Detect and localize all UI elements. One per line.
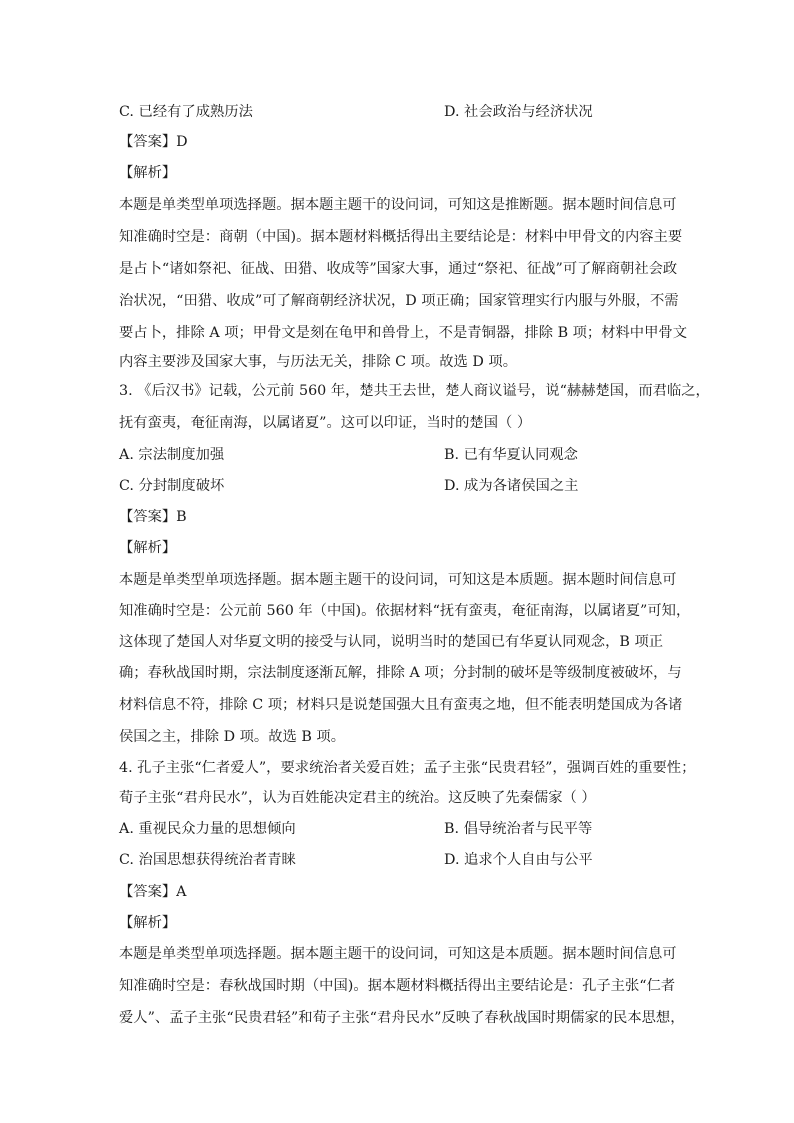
q4-stem-line: 4. 孔子主张“仁者爱人”，要求统治者关爱百姓；孟子主张“民贵君轻”，强调百姓的重要性； xyxy=(119,760,696,776)
q3-analysis-line: 侯国之主，排除 D 项。故选 B 项。 xyxy=(119,729,346,745)
q3-answer: 【答案】B xyxy=(119,509,187,525)
q2-analysis-line: 内容主要涉及国家大事，与历法无关，排除 C 项。故选 D 项。 xyxy=(119,354,517,370)
q4-stem-line: 荀子主张“君舟民水”，认为百姓能决定君主的统治。这反映了先秦儒家（ ） xyxy=(119,790,596,806)
q4-analysis-line: 知准确时空是：春秋战国时期（中国)。据本题材料概括得出主要结论是：孔子主张“仁者 xyxy=(119,978,676,994)
q2-analysis-line: 是占卜“诸如祭祀、征战、田猎、收成等”国家大事，通过“祭祀、征战”可了解商朝社会政 xyxy=(119,261,678,277)
q2-analysis-title: 【解析】 xyxy=(119,165,177,181)
q3-analysis-line: 知准确时空是：公元前 560 年（中国)。依据材料“抚有蛮夷，奄征南海，以属诸夏”可知， xyxy=(119,603,691,619)
q4-analysis-line: 本题是单类型单项选择题。据本题主题干的设问词，可知这是本质题。据本题时间信息可 xyxy=(119,946,677,962)
q4-option-a: A. 重视民众力量的思想倾向 xyxy=(119,821,296,837)
q3-stem-line: 3. 《后汉书》记载，公元前 560 年，楚共王去世，楚人商议谥号，说“赫赫楚国，而君临之， xyxy=(119,383,710,399)
q2-option-d: D. 社会政治与经济状况 xyxy=(444,104,593,120)
q3-analysis-line: 本题是单类型单项选择题。据本题主题干的设问词，可知这是本质题。据本题时间信息可 xyxy=(119,572,677,588)
q2-analysis-line: 知准确时空是：商朝（中国)。据本题材料概括得出主要结论是：材料中甲骨文的内容主要 xyxy=(119,229,683,245)
q3-stem-line: 抚有蛮夷，奄征南海，以属诸夏”。这可以印证，当时的楚国（ ） xyxy=(119,415,532,431)
q4-option-b: B. 倡导统治者与民平等 xyxy=(444,821,593,837)
q3-option-b: B. 已有华夏认同观念 xyxy=(444,447,578,463)
q3-analysis-title: 【解析】 xyxy=(119,540,177,556)
q4-analysis-title: 【解析】 xyxy=(119,915,177,931)
q2-answer: 【答案】D xyxy=(119,134,188,150)
q3-option-c: C. 分封制度破坏 xyxy=(119,478,225,494)
q3-analysis-line: 这体现了楚国人对华夏文明的接受与认同，说明当时的楚国已有华夏认同观念，B 项正 xyxy=(119,634,664,650)
q3-option-d: D. 成为各诸侯国之主 xyxy=(444,478,579,494)
q3-analysis-line: 确；春秋战国时期，宗法制度逐渐瓦解，排除 A 项；分封制的破坏是等级制度被破坏，与 xyxy=(119,665,682,681)
q2-analysis-line: 治状况，“田猎、收成”可了解商朝经济状况，D 项正确；国家管理实行内服与外服，不需 xyxy=(119,293,679,309)
q3-analysis-line: 材料信息不符，排除 C 项；材料只是说楚国强大且有蛮夷之地，但不能表明楚国成为各诸 xyxy=(119,697,683,713)
q2-analysis-line: 本题是单类型单项选择题。据本题主题干的设问词，可知这是推断题。据本题时间信息可 xyxy=(119,197,677,213)
q4-option-c: C. 治国思想获得统治者青睐 xyxy=(119,852,296,868)
q4-option-d: D. 追求个人自由与公平 xyxy=(444,852,593,868)
q3-option-a: A. 宗法制度加强 xyxy=(119,447,225,463)
q2-analysis-line: 要占卜，排除 A 项；甲骨文是刻在龟甲和兽骨上，不是青铜器，排除 B 项；材料中甲骨文 xyxy=(119,325,687,341)
q4-answer: 【答案】A xyxy=(119,884,187,900)
q2-option-c: C. 已经有了成熟历法 xyxy=(119,104,253,120)
q4-analysis-line: 爱人”、孟子主张“民贵君轻”和荀子主张“君舟民水”反映了春秋战国时期儒家的民本思想， xyxy=(119,1010,685,1026)
